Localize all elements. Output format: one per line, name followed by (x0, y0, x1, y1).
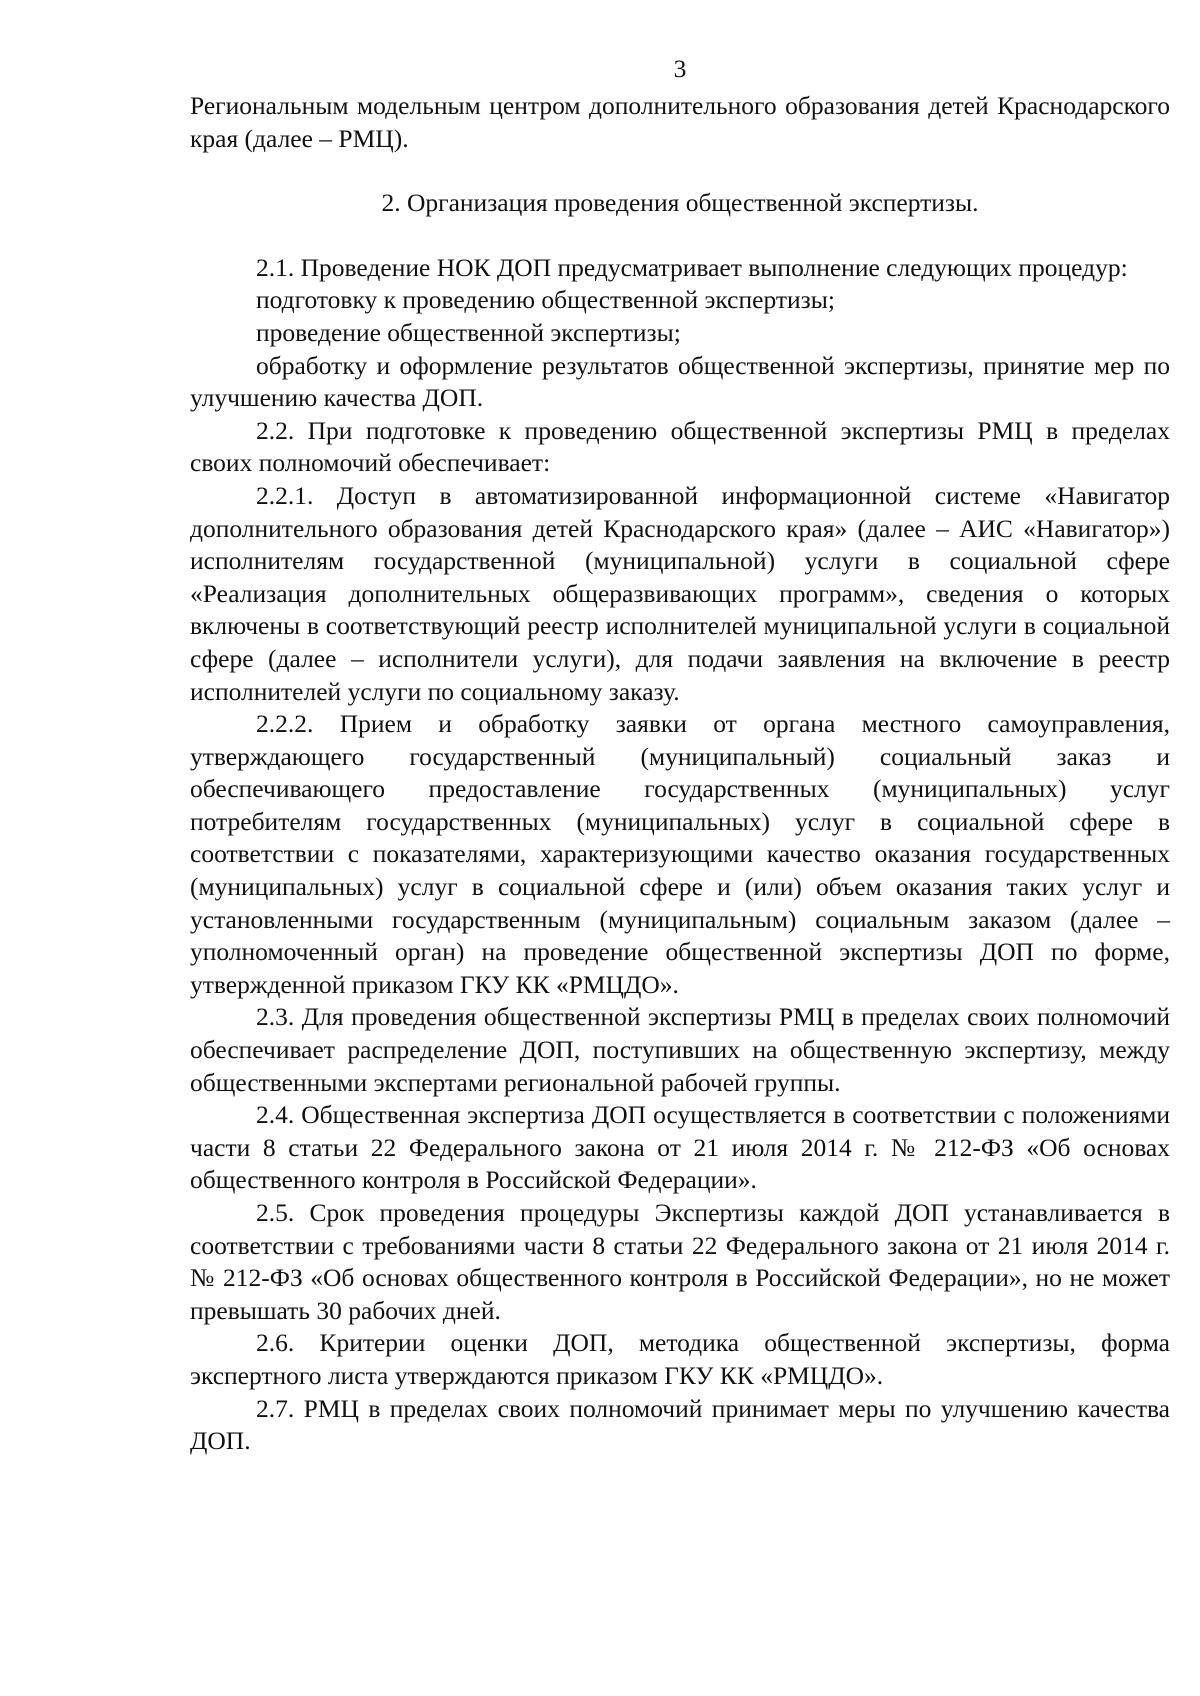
paragraph-2-7: 2.7. РМЦ в пределах своих полномочий принимает меры по улучшению качества ДОП. (190, 1393, 1170, 1456)
section-heading: 2. Организация проведения общественной экспертизы. (381, 188, 979, 218)
paragraph-2-2-2: 2.2.2. Прием и обработку заявки от органа местного самоуправления, утверждающего государственный (муниципальный) социальный заказ и обеспечивающего предоставление государственных (муниципальных) услуг потребителям государственных (муниципальных) услуг в социальной сфере в соответствии с показателями, характеризующими качество оказания государственных (муниципальных) услуг в социальной сфере и (или) объем оказания таких услуг и установленными государственным (муниципальным) социальным заказом (далее – уполномоченный орган) на проведение общественной экспертизы ДОП по форме, утвержденной приказом ГКУ КК «РМЦДО». (190, 709, 1170, 999)
list-item: проведение общественной экспертизы; (256, 317, 681, 347)
paragraph-2-2: 2.2. При подготовке к проведению общественной экспертизы РМЦ в пределах своих полномочий обеспечивает: (190, 415, 1170, 478)
paragraph-2-4: 2.4. Общественная экспертиза ДОП осуществляется в соответствии с положениями части 8 статьи 22 Федерального закона от 21 июля 2014 г. № 212-ФЗ «Об основах общественного контроля в Российской Федерации». (190, 1100, 1170, 1195)
paragraph-2-1: 2.1. Проведение НОК ДОП предусматривает выполнение следующих процедур: (256, 252, 1128, 282)
list-item: подготовку к проведению общественной экспертизы; (256, 285, 835, 315)
document-page (190, 52, 1170, 1458)
list-item: обработку и оформление результатов общественной экспертизы, принятие мер по улучшению качества ДОП. (190, 350, 1170, 413)
paragraph-2-3: 2.3. Для проведения общественной экспертизы РМЦ в пределах своих полномочий обеспечивает распределение ДОП, поступивших на общественную экспертизу, между общественными экспертами региональной рабочей группы. (190, 1002, 1170, 1097)
paragraph-2-5: 2.5. Срок проведения процедуры Экспертизы каждой ДОП устанавливается в соответствии с требованиями части 8 статьи 22 Федерального закона от 21 июля 2014 г. № 212-ФЗ «Об основах общественного контроля в Российской Федерации», но не может превышать 30 рабочих дней. (190, 1198, 1170, 1325)
page-number: 3 (673, 54, 687, 83)
paragraph-2-2-1: 2.2.1. Доступ в автоматизированной информационной системе «Навигатор дополнительного образования детей Краснодарского края» (далее – АИС «Навигатор») исполнителям государственной (муниципальной) услуги в социальной сфере «Реализация дополнительных общеразвивающих программ», сведения о которых включены в соответствующий реестр исполнителей муниципальной услуги в социальной сфере (далее – исполнители услуги), для подачи заявления на включение в реестр исполнителей услуги по социальному заказу. (190, 480, 1170, 706)
intro-paragraph: Региональным модельным центром дополнительного образования детей Краснодарского края (далее – РМЦ). (190, 91, 1170, 153)
paragraph-2-6: 2.6. Критерии оценки ДОП, методика общественной экспертизы, форма экспертного листа утверждаются приказом ГКУ КК «РМЦДО». (190, 1328, 1170, 1390)
